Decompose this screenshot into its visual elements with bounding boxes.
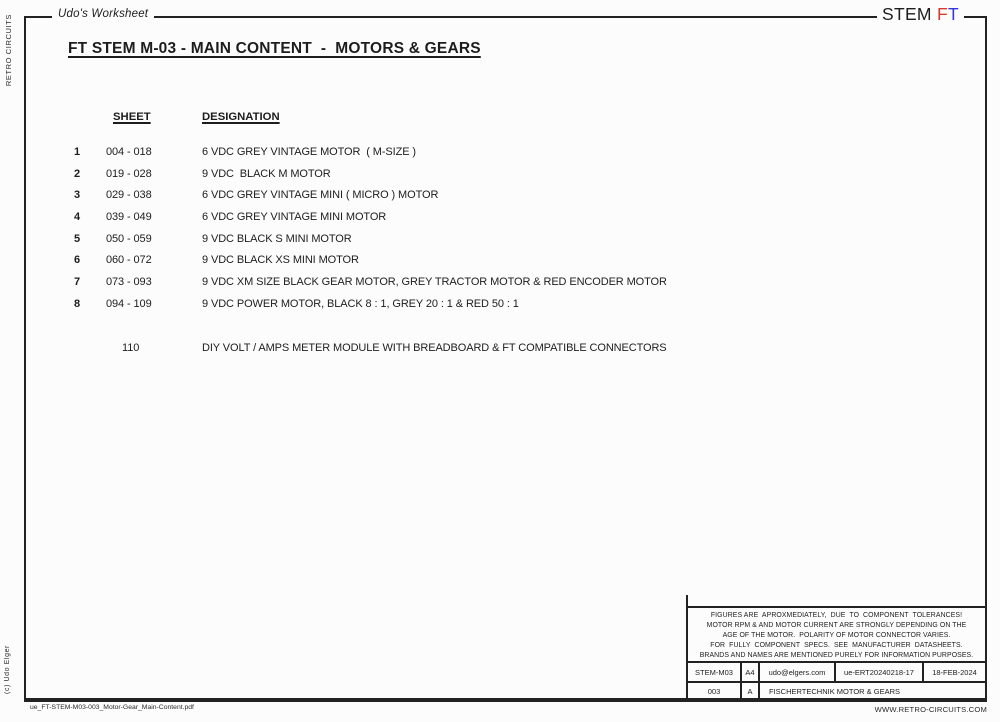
sheet-table-body	[38, 146, 698, 363]
sheet-table	[38, 111, 698, 363]
notes-box	[686, 606, 987, 663]
sheet-range: 073 - 093	[106, 276, 152, 289]
brand-stem-text: STEM	[882, 4, 937, 24]
row-number: 2	[73, 167, 80, 180]
title-block-row-2	[686, 681, 987, 702]
sheet-range: 110	[122, 341, 140, 354]
sheet-number-cell: 003	[688, 683, 742, 700]
row-number: 3	[73, 189, 80, 202]
designation: 6 VDC GREY VINTAGE MOTOR ( M-SIZE )	[202, 146, 416, 158]
table-row	[38, 146, 698, 168]
sheet-range: 050 - 059	[106, 232, 152, 245]
block-title-cell: FISCHERTECHNIK MOTOR & GEARS	[769, 687, 900, 696]
sheet-range: 004 - 018	[106, 146, 152, 158]
brand-t-letter: T	[947, 4, 959, 24]
sheet-range: 094 - 109	[106, 297, 152, 310]
side-text-copyright: (c) Udo Elger	[4, 645, 11, 695]
worksheet-label: Udo's Worksheet	[52, 8, 154, 20]
sheet-range: 029 - 038	[106, 189, 152, 202]
paper-size-cell: A4	[742, 663, 760, 681]
sheet-table-header	[38, 111, 698, 123]
row-number: 7	[73, 276, 80, 289]
designation: DIY VOLT / AMPS METER MODULE WITH BREADBOARD & FT COMPATIBLE CONNECTORS	[202, 341, 667, 354]
note-line: FOR FULLY COMPONENT SPECS. SEE MANUFACTURER DATASHEETS.	[710, 642, 963, 650]
note-line: FIGURES ARE APROXMEDIATELY, DUE TO COMPONENT TOLERANCES!	[710, 612, 963, 619]
date-cell: 18-FEB-2024	[932, 667, 977, 677]
column-header-sheet: SHEET	[113, 111, 151, 123]
table-row	[38, 254, 698, 276]
table-row	[38, 189, 698, 211]
title-block-area	[686, 606, 987, 702]
row-number: 5	[73, 232, 80, 245]
title-block-row-1	[686, 661, 987, 683]
table-row-extra	[38, 342, 698, 364]
designation: 9 VDC POWER MOTOR, BLACK 8 : 1, GREY 20 : 1 & RED 50 : 1	[202, 297, 519, 310]
note-line: BRANDS AND NAMES ARE MENTIONED PURELY FOR INFORMATION PURPOSES.	[699, 652, 974, 660]
designation: 9 VDC BLACK XS MINI MOTOR	[202, 254, 359, 267]
brand-logo	[877, 4, 964, 25]
revision-cell: A	[742, 683, 760, 700]
table-row	[38, 276, 698, 298]
brand-f-letter: F	[936, 4, 948, 24]
table-row	[38, 168, 698, 190]
designation: 9 VDC BLACK M MOTOR	[202, 167, 331, 180]
row-number	[38, 342, 80, 364]
doc-code-cell: STEM-M03	[688, 663, 742, 681]
designation: 9 VDC BLACK S MINI MOTOR	[202, 232, 352, 245]
email-cell: udo@elgers.com	[760, 663, 836, 681]
row-number: 1	[73, 146, 80, 158]
designation: 9 VDC XM SIZE BLACK GEAR MOTOR, GREY TRACTOR MOTOR & RED ENCODER MOTOR	[202, 276, 667, 289]
table-row	[38, 298, 698, 320]
sheet-range: 039 - 049	[106, 211, 152, 224]
sheet-range: 060 - 072	[106, 254, 152, 267]
designation: 6 VDC GREY VINTAGE MINI MOTOR	[202, 211, 387, 224]
side-text-retro-circuits: RETRO CIRCUITS	[4, 14, 13, 87]
footer-file-name: ue_FT-STEM-M03-003_Motor-Gear_Main-Content.pdf	[30, 704, 194, 711]
row-number: 6	[73, 254, 80, 267]
header-spacer	[38, 111, 80, 123]
footer-website: WWW.RETRO-CIRCUITS.COM	[874, 705, 987, 714]
note-line: AGE OF THE MOTOR. POLARITY OF MOTOR CONNECTOR VARIES.	[722, 632, 951, 640]
note-line: MOTOR RPM & AND MOTOR CURRENT ARE STRONGLY DEPENDING ON THE	[706, 622, 967, 630]
column-header-designation: DESIGNATION	[202, 111, 280, 123]
ref-number-cell: ue-ERT20240218-17	[836, 663, 924, 681]
table-row	[38, 211, 698, 233]
sheet-range: 019 - 028	[106, 167, 152, 180]
page-title: FT STEM M-03 - MAIN CONTENT - MOTORS & GEARS	[68, 40, 481, 57]
table-row	[38, 233, 698, 255]
row-number: 8	[73, 297, 80, 310]
row-number: 4	[73, 211, 80, 224]
designation: 6 VDC GREY VINTAGE MINI ( MICRO ) MOTOR	[202, 189, 439, 202]
